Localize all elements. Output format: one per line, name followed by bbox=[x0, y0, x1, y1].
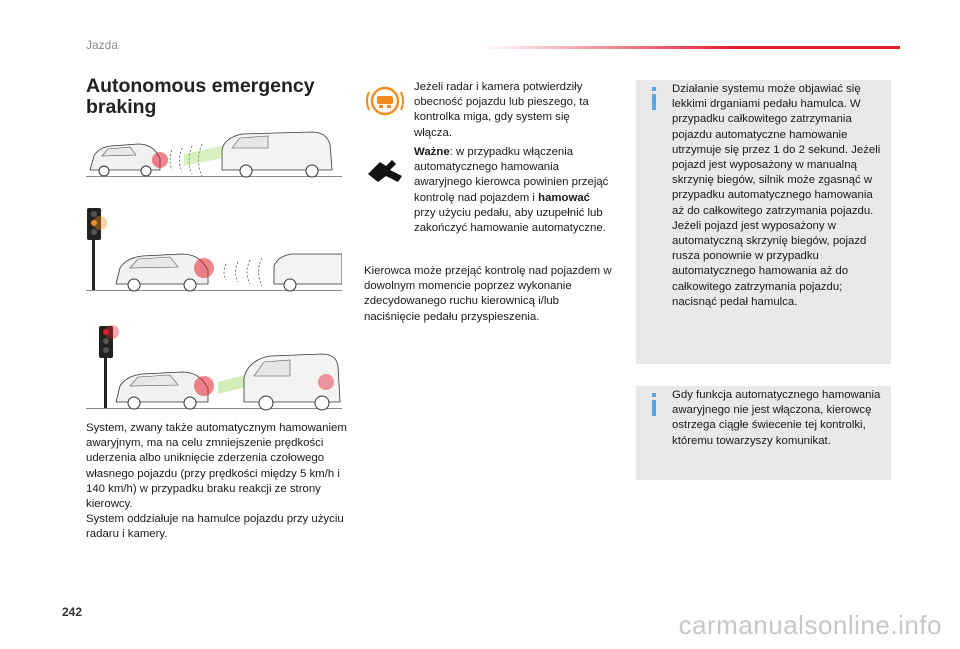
important-label: Ważne bbox=[414, 146, 450, 158]
brake-label: hamować bbox=[538, 191, 591, 204]
illustration-traffic-light-braking bbox=[86, 206, 342, 296]
aeb-warning-icon bbox=[366, 86, 404, 116]
driver-override-text: Kierowca może przejąć kontrolę nad pojazdem w dowolnym momencie poprzez wykonanie zdecydowanego ruchu kierownicą i/lub naciśnięcie pedału przyspieszenia. bbox=[364, 265, 612, 323]
important-text-part1: : w przypadku włączenia automatycznego hamowania awaryjnego kierowca powinien przejąć kontrolę nad pojazdem i bbox=[414, 146, 609, 204]
info-box-operation bbox=[636, 80, 891, 364]
watermark: carmanualsonline.info bbox=[678, 610, 942, 640]
illustration-car-detection bbox=[86, 124, 342, 186]
info-box-disabled-text: Gdy funkcja automatycznego hamowania awaryjnego nie jest włączona, kierowcę ostrzega ciągłe świecenie tej kontrolki, któremu towarzyszy komunikat. bbox=[672, 389, 881, 447]
intro-text bbox=[86, 421, 348, 543]
header-rule bbox=[480, 46, 900, 49]
info-box-operation-text: Działanie systemu może objawiać się lekkimi drganiami pedału hamulca. W przypadku całkowitego zatrzymania pojazdu automatyczne hamowanie utrzymuje się przez 1 do 2 sekund. Jeżeli pojazd jest wyposażony w manualną skrzynię biegów, silnik może zgasnąć w przypadku automatycznego hamowania aż do całkowitego zatrzymania pojazdu. Jeżeli pojazd jest wyposażony w automatyczną skrzynię biegów, pojazd rusza ponownie w przypadku automatycznego hamowania aż do całkowitego zatrzymania pojazdu; nacisnąć pedał hamulca. bbox=[672, 83, 881, 308]
intro-paragraph: System, zwany także automatycznym hamowaniem awaryjnym, ma na celu zmniejszenie prędkości uderzenia albo uniknięcie zderzenia czołowego własnego pojazdu (przy prędkości między 5 km/h i 140 km/h) w przypadku braku reakcji ze strony kierowcy. bbox=[86, 422, 347, 511]
page-title: Autonomous emergency braking bbox=[86, 75, 315, 118]
radar-camera-paragraph: System oddziałuje na hamulce pojazdu przy użyciu radaru i kamery. bbox=[86, 513, 344, 541]
illustration-van-approach bbox=[86, 322, 342, 412]
important-hand-icon bbox=[366, 158, 404, 184]
info-icon bbox=[652, 393, 656, 397]
warning-light-text: Jeżeli radar i kamera potwierdziły obecność pojazdu lub pieszego, ta kontrolka miga, gdy system się włącza. bbox=[414, 81, 589, 139]
info-box-disabled bbox=[636, 386, 891, 480]
important-text-part2: przy użyciu pedału, aby uzupełnić lub zakończyć hamowanie automatyczne. bbox=[414, 206, 606, 235]
important-text bbox=[414, 145, 614, 236]
info-icon bbox=[652, 87, 656, 91]
page-number: 242 bbox=[62, 605, 83, 619]
section-label: Jazda bbox=[86, 38, 119, 52]
